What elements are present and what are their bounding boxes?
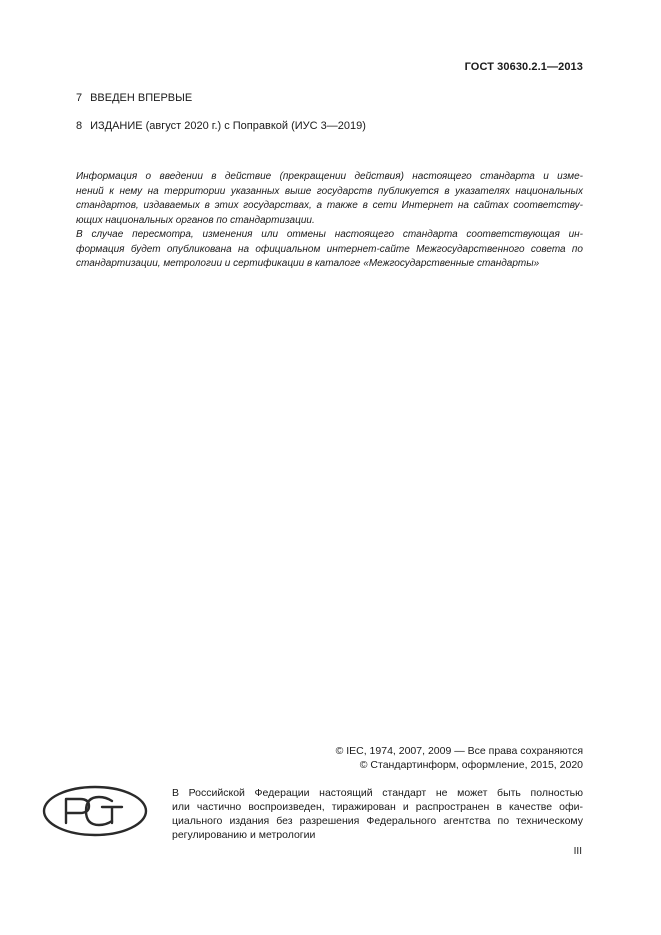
rf-reproduction-notice [172, 786, 583, 842]
copyright-standartinform: © Стандартинформ, оформление, 2015, 2020 [359, 759, 583, 771]
notice-line: стандартов, издаваемых в этих государствах, а также в сети Интернет на сайтах соответству- [76, 200, 583, 211]
rf-notice-line: циального издания без разрешения Федерального агентства по техническому [172, 815, 583, 827]
item-text: ВВЕДЕН ВПЕРВЫЕ [90, 92, 193, 104]
rf-notice-line: регулированию и метрологии [172, 829, 316, 841]
item-text: ИЗДАНИЕ (август 2020 г.) с Поправкой (ИУС 3—2019) [90, 120, 366, 132]
copyright-block [336, 744, 583, 772]
copyright-iec: © IEC, 1974, 2007, 2009 — Все права сохраняются [335, 745, 583, 757]
rst-certification-mark-icon [42, 785, 148, 837]
rf-notice-line: В Российской Федерации настоящий стандарт не может быть полностью [172, 787, 583, 799]
notice-line: Информация о введении в действие (прекращении действия) настоящего стандарта и изме- [76, 171, 583, 182]
item-number: 8 [76, 120, 83, 132]
item-number: 7 [76, 92, 83, 104]
notice-line: ющих национальных органов по стандартизации. [76, 214, 315, 226]
document-code: ГОСТ 30630.2.1—2013 [464, 61, 583, 73]
section-item-8 [76, 120, 366, 132]
notice-line: стандартизации, метрологии и сертификации в каталоге «Межгосударственные стандарты» [76, 258, 540, 269]
rf-notice-line: или частично воспроизведен, тиражирован и распространен в качестве офи- [172, 801, 583, 813]
standard-notice [76, 170, 583, 272]
notice-line: формация будет опубликована на официальном интернет-сайте Межгосударственного совета по [76, 243, 583, 255]
section-item-7 [76, 92, 192, 104]
page-number: III [573, 846, 582, 857]
notice-line: В случае пересмотра, изменения или отмены настоящего стандарта соответствующая ин- [76, 229, 583, 240]
notice-line: нений к нему на территории указанных выше государств публикуется в указателях национальных [76, 185, 583, 197]
